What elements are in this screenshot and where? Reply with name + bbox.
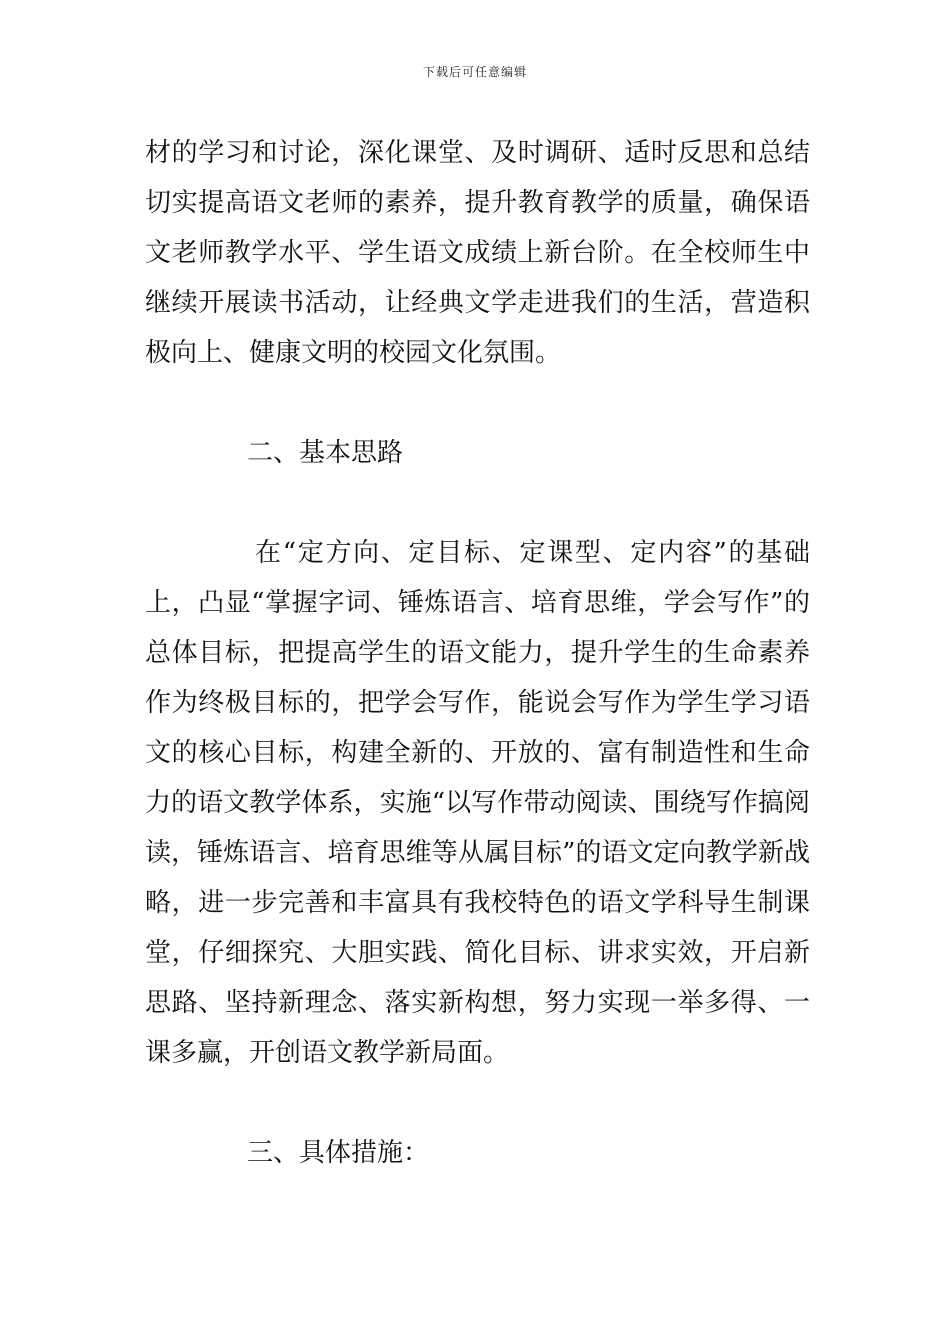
spacer: [145, 1078, 810, 1128]
document-body: [145, 128, 810, 1178]
section-heading-measures: 三、具体措施：: [247, 1138, 430, 1168]
paragraph-basic-approach: 在“定方向、定目标、定课型、定内容”的基础上，凸显“掌握字词、锤炼语言、培育思维，学会写作”的总体目标，把提高学生的语文能力，提升学生的生命素养作为终极目标的，把学会写作，能说会写作为学生学习语文的核心目标，构建全新的、开放的、富有制造性和生命力的语文教学体系，实施“以写作带动阅读、围绕写作搞阅读，锤炼语言、培育思维等从属目标”的语文定向教学新战略，进一步完善和丰富具有我校特色的语文学科导生制课堂，仔细探究、大胆实践、简化目标、讲求实效，开启新思路、坚持新理念、落实新构想，努力实现一举多得、一课多赢，开创语文教学新局面。: [145, 538, 810, 1068]
spacer: [145, 378, 810, 428]
spacer: [145, 478, 810, 528]
paragraph-continued: 材的学习和讨论，深化课堂、及时调研、适时反思和总结切实提高语文老师的素养，提升教育教学的质量，确保语文老师教学水平、学生语文成绩上新台阶。在全校师生中继续开展读书活动，让经典文学走进我们的生活，营造积极向上、健康文明的校园文化氛围。: [145, 138, 810, 368]
section-heading-basic-approach: 二、基本思路: [247, 438, 404, 468]
header-note: 下载后可任意编辑: [422, 65, 527, 79]
